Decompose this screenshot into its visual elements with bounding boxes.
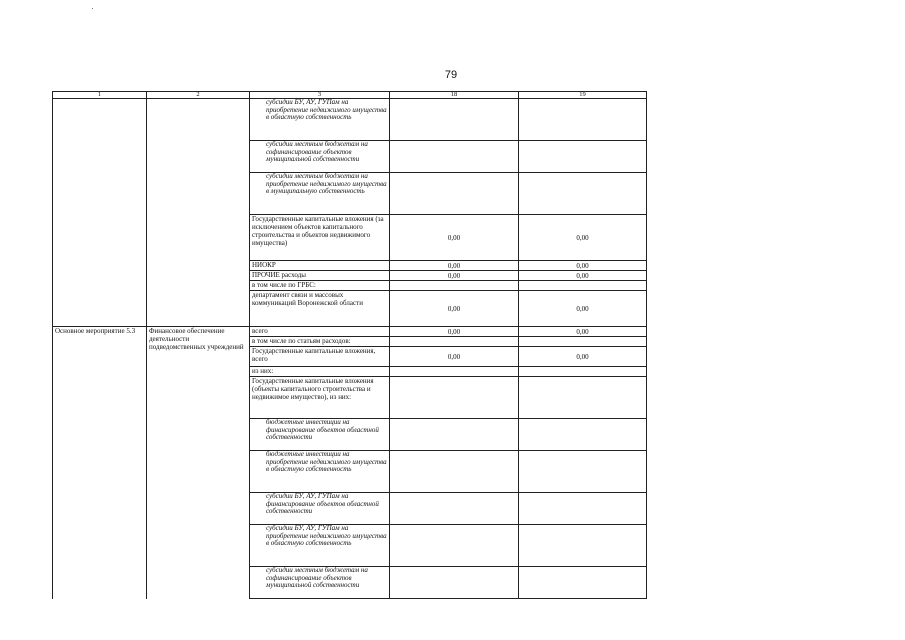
activity-description: Финансовое обеспечение деятельности подведомственных учреждений bbox=[147, 327, 250, 599]
row-description: департамент связи и массовых коммуникаций Воронежской области bbox=[250, 291, 390, 327]
row-description: Государственные капитальные вложения (объекты капитального строительства и недвижимое имущество), из них: bbox=[250, 377, 390, 419]
row-value-18: 0,00 bbox=[390, 347, 519, 367]
row-value-19 bbox=[519, 173, 647, 215]
row-value-18 bbox=[390, 525, 519, 567]
row-description: из них: bbox=[250, 367, 390, 377]
row-value-18: 0,00 bbox=[390, 215, 519, 261]
row-value-18 bbox=[390, 493, 519, 525]
scan-speck bbox=[92, 8, 93, 9]
row-value-18 bbox=[390, 99, 519, 141]
row-value-19 bbox=[519, 377, 647, 419]
header-col-18: 18 bbox=[390, 92, 519, 99]
table-row bbox=[53, 99, 647, 141]
row-value-18: 0,00 bbox=[390, 261, 519, 271]
row-value-19 bbox=[519, 419, 647, 451]
row-value-19 bbox=[519, 99, 647, 141]
row-description: в том числе по статьям расходов: bbox=[250, 337, 390, 347]
page-number: 79 bbox=[444, 69, 458, 81]
row-value-18 bbox=[390, 281, 519, 291]
table-header-row bbox=[53, 92, 647, 99]
row-description: субсидии БУ, АУ, ГУПам на финансирование объектов областной собственности bbox=[250, 493, 390, 525]
row-description: субсидии местным бюджетам на приобретение недвижимого имущества в муниципальную собственность bbox=[250, 173, 390, 215]
row-value-19 bbox=[519, 141, 647, 173]
row-value-18 bbox=[390, 337, 519, 347]
row-value-18 bbox=[390, 451, 519, 493]
header-col-19: 19 bbox=[519, 92, 647, 99]
row-value-19 bbox=[519, 525, 647, 567]
row-value-19 bbox=[519, 493, 647, 525]
header-col-3: 3 bbox=[250, 92, 390, 99]
row-value-18 bbox=[390, 567, 519, 599]
row-value-19 bbox=[519, 337, 647, 347]
row-value-19: 0,00 bbox=[519, 327, 647, 337]
row-col-2 bbox=[147, 99, 250, 327]
row-description: субсидии местным бюджетам на софинансирование объектов муниципальной собственности bbox=[250, 567, 390, 599]
row-value-18 bbox=[390, 377, 519, 419]
row-description: Государственные капитальные вложения, всего bbox=[250, 347, 390, 367]
table-row bbox=[53, 327, 647, 337]
row-description: всего bbox=[250, 327, 390, 337]
row-value-18 bbox=[390, 367, 519, 377]
row-description: бюджетные инвестиции на приобретение недвижимого имущества в областную собственность bbox=[250, 451, 390, 493]
row-value-18: 0,00 bbox=[390, 327, 519, 337]
row-col-1 bbox=[53, 99, 147, 327]
row-value-18: 0,00 bbox=[390, 271, 519, 281]
row-description: бюджетные инвестиции на финансирование объектов областной собственности bbox=[250, 419, 390, 451]
row-value-19: 0,00 bbox=[519, 271, 647, 281]
row-description: ПРОЧИЕ расходы bbox=[250, 271, 390, 281]
row-value-18 bbox=[390, 141, 519, 173]
row-description: в том числе по ГРБС: bbox=[250, 281, 390, 291]
row-value-18: 0,00 bbox=[390, 291, 519, 327]
row-description: субсидии БУ, АУ, ГУПам на приобретение недвижимого имущества в областную собственность bbox=[250, 525, 390, 567]
row-value-19: 0,00 bbox=[519, 215, 647, 261]
row-description: субсидии местным бюджетам на софинансирование объектов муниципальной собственности bbox=[250, 141, 390, 173]
row-description: Государственные капитальные вложения (за исключением объектов капитального строительства и объектов недвижимого имущества) bbox=[250, 215, 390, 261]
row-value-19: 0,00 bbox=[519, 291, 647, 327]
row-value-18 bbox=[390, 419, 519, 451]
row-value-19: 0,00 bbox=[519, 347, 647, 367]
activity-title: Основное мероприятие 5.3 bbox=[53, 327, 147, 599]
row-value-19 bbox=[519, 451, 647, 493]
header-col-2: 2 bbox=[147, 92, 250, 99]
row-value-19: 0,00 bbox=[519, 261, 647, 271]
budget-table bbox=[52, 91, 647, 599]
header-col-1: 1 bbox=[53, 92, 147, 99]
row-value-19 bbox=[519, 281, 647, 291]
row-value-18 bbox=[390, 173, 519, 215]
row-description: НИОКР bbox=[250, 261, 390, 271]
row-value-19 bbox=[519, 567, 647, 599]
row-description: субсидии БУ, АУ, ГУПам на приобретение недвижимого имущества в областную собственность bbox=[250, 99, 390, 141]
row-value-19 bbox=[519, 367, 647, 377]
